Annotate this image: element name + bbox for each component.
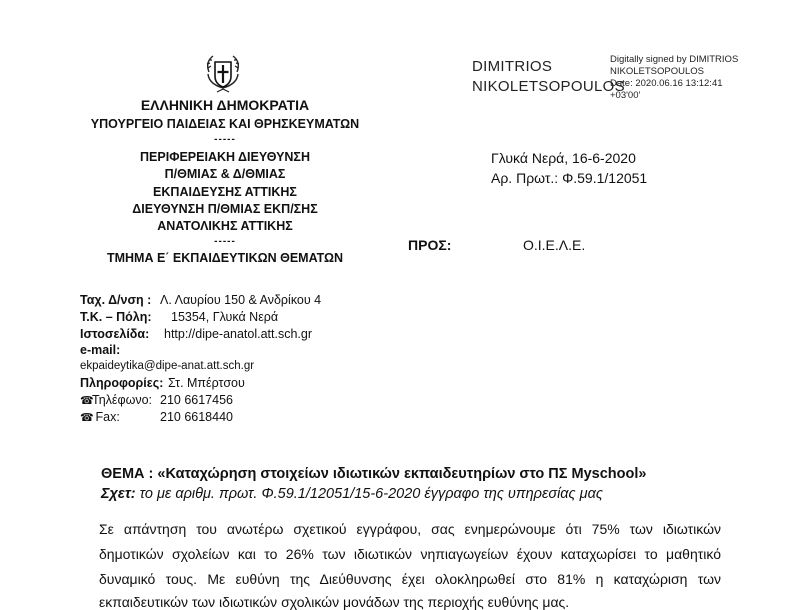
postal-label: Τ.Κ. – Πόλη: bbox=[80, 310, 152, 324]
email-label: e-mail: bbox=[80, 343, 121, 357]
fax-value: 210 6618440 bbox=[160, 410, 233, 424]
recipient-label: ΠΡΟΣ: bbox=[408, 237, 452, 253]
body-line: δυναμικό τους. Με ευθύνη της Διεύθυνσης έχει ολοκληρωθεί στο 81% η καταχώριση των bbox=[99, 571, 721, 587]
phone-icon: ☎ bbox=[80, 395, 94, 407]
website-link[interactable]: http://dipe-anatol.att.sch.gr bbox=[164, 327, 313, 341]
place-date: Γλυκά Νερά, 16-6-2020 bbox=[491, 150, 636, 166]
fax-icon: ☎ bbox=[80, 412, 94, 424]
recipient-value: Ο.Ι.Ε.Λ.Ε. bbox=[523, 237, 586, 253]
website-label: Ιστοσελίδα: bbox=[80, 327, 150, 341]
phone-row bbox=[80, 393, 152, 407]
body-line: εκπαιδευτικών των ιδιωτικών σχολικών μονάδων της περιοχής ευθύνης μας. bbox=[99, 594, 570, 610]
reference-label: Σχετ: bbox=[101, 486, 136, 502]
address-label: Ταχ. Δ/νση : bbox=[80, 293, 152, 307]
info-value: Στ. Μπέρτσου bbox=[168, 376, 245, 390]
signer-name: NIKOLETSOPOULOS bbox=[472, 78, 625, 95]
signature-date: Date: 2020.06.16 13:12:41 bbox=[610, 78, 723, 89]
greek-emblem-icon bbox=[203, 52, 243, 96]
phone-label: Τηλέφωνο: bbox=[92, 393, 153, 407]
department-heading: ΤΜΗΜΑ Ε΄ ΕΚΠΑΙΔΕΥΤΙΚΩΝ ΘΕΜΑΤΩΝ bbox=[106, 251, 344, 265]
directorate-line: ΠΕΡΙΦΕΡΕΙΑΚΗ ΔΙΕΥΘΥΝΣΗ bbox=[140, 150, 310, 164]
ministry-heading: ΥΠΟΥΡΓΕΙΟ ΠΑΙΔΕΙΑΣ ΚΑΙ ΘΡΗΣΚΕΥΜΑΤΩΝ bbox=[90, 117, 360, 131]
reference-line bbox=[101, 486, 603, 502]
fax-row bbox=[80, 410, 120, 424]
signer-name: DIMITRIOS bbox=[472, 58, 553, 75]
protocol-number: Αρ. Πρωτ.: Φ.59.1/12051 bbox=[491, 170, 648, 186]
directorate-line: Π/ΘΜΙΑΣ & Δ/ΘΜΙΑΣ bbox=[164, 167, 286, 181]
subject-line: ΘΕΜΑ : «Καταχώρηση στοιχείων ιδιωτικών εκπαιδευτηρίων στο ΠΣ Myschool» bbox=[101, 466, 647, 482]
postal-value: 15354, Γλυκά Νερά bbox=[171, 310, 279, 324]
fax-label: Fax: bbox=[95, 410, 120, 424]
directorate-line: ΔΙΕΥΘΥΝΣΗ Π/ΘΜΙΑΣ ΕΚΠ/ΣΗΣ bbox=[132, 202, 318, 216]
signature-detail: Digitally signed by DIMITRIOS bbox=[610, 54, 739, 65]
info-label: Πληροφορίες: bbox=[80, 376, 164, 390]
email-link[interactable]: ekpaideytika@dipe-anat.att.sch.gr bbox=[80, 360, 255, 372]
body-line: Σε απάντηση του ανωτέρω σχετικού εγγράφου, σας ενημερώνουμε ότι 75% των ιδιωτικών bbox=[99, 521, 721, 537]
republic-heading: ΕΛΛΗΝΙΚΗ ΔΗΜΟΚΡΑΤΙΑ bbox=[140, 97, 310, 113]
address-value: Λ. Λαυρίου 150 & Ανδρίκου 4 bbox=[160, 293, 322, 307]
signature-tz: +03'00' bbox=[610, 90, 641, 101]
body-line: δημοτικών σχολείων και το 26% των ιδιωτικών νηπιαγωγείων έχουν καταχωρίσει το μαθητικό bbox=[99, 546, 721, 562]
signature-detail: NIKOLETSOPOULOS bbox=[610, 66, 704, 77]
separator: ----- bbox=[214, 236, 236, 247]
directorate-line: ΕΚΠΑΙΔΕΥΣΗΣ ΑΤΤΙΚΗΣ bbox=[153, 185, 297, 199]
reference-text: το με αριθμ. πρωτ. Φ.59.1/12051/15-6-2020 έγγραφο της υπηρεσίας μας bbox=[139, 486, 603, 502]
phone-value: 210 6617456 bbox=[160, 393, 233, 407]
separator: ----- bbox=[214, 134, 236, 145]
directorate-line: ΑΝΑΤΟΛΙΚΗΣ ΑΤΤΙΚΗΣ bbox=[157, 219, 293, 233]
